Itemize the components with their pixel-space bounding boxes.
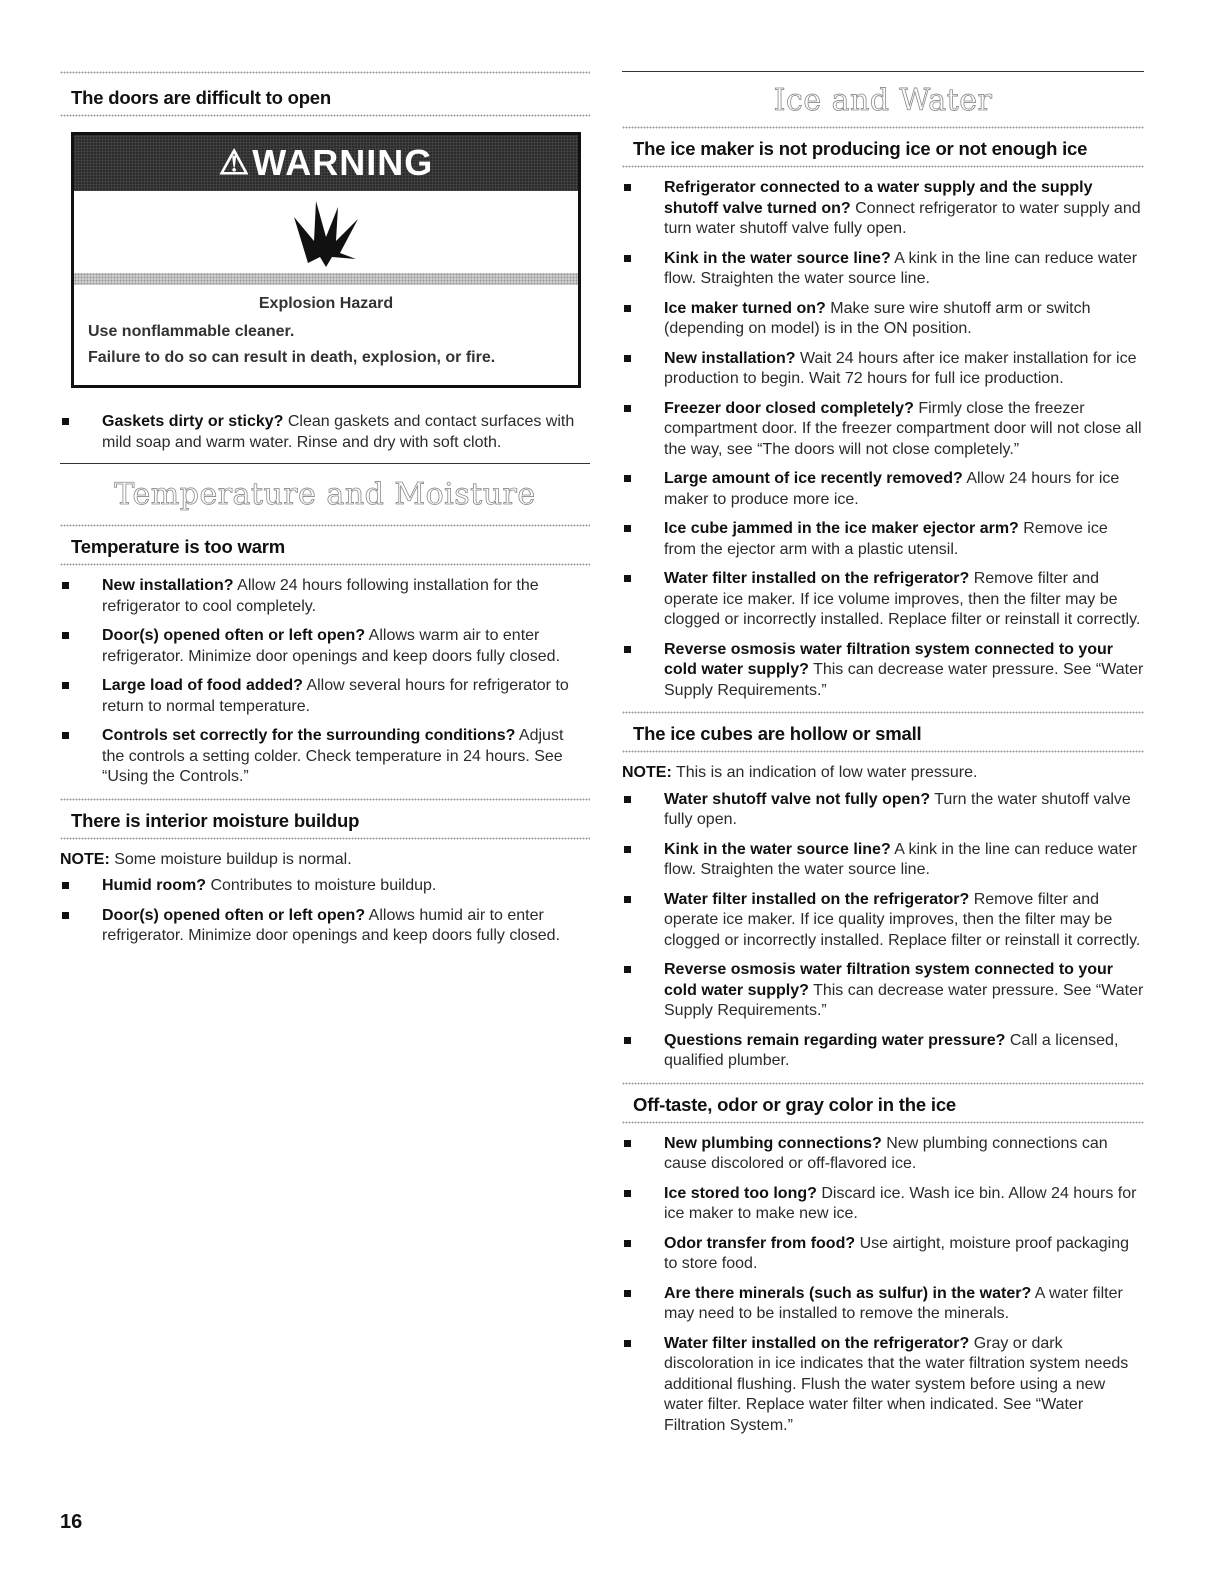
item-question: Controls set correctly for the surrounding conditions? [102,727,516,744]
warning-header [74,135,578,191]
list-item [60,906,590,947]
list-item [622,840,1144,881]
list-item [622,960,1144,1022]
list-item [622,890,1144,952]
item-question: Humid room? [102,877,206,894]
item-question: Ice maker turned on? [664,299,826,317]
list-item [622,399,1144,461]
item-answer: A kink in the line can reduce water flow. Straighten the water source line. [664,249,1138,287]
section-title: Ice and Water [773,83,993,118]
list-item [622,1031,1144,1072]
not-producing-heading: The ice maker is not producing ice or not enough ice [633,138,1088,159]
item-answer: Call a licensed, qualified plumber. [664,1031,1119,1069]
list-item [60,626,590,667]
moisture-list [60,876,590,947]
item-answer: Wait 24 hours after ice maker installation for ice production to begin. Wait 72 hours for full ice production. [664,349,1137,387]
item-question: Freezer door closed completely? [664,399,914,417]
warning-triangle-icon: ⚠ [218,144,251,182]
divider [622,165,1144,168]
explosion-icon [286,197,366,267]
list-item [622,349,1144,390]
item-answer: A water filter may need to be installed to remove the minerals. [664,1284,1123,1322]
warning-hazard: Explosion Hazard [258,295,394,312]
item-answer: This can decrease water pressure. See “Water Supply Requirements.” [664,981,1144,1019]
item-answer: New plumbing connections can cause discolored or off-flavored ice. [664,1134,1108,1172]
divider [60,563,590,566]
note [60,850,590,871]
divider [60,837,590,840]
divider [622,750,1144,753]
list-item [622,299,1144,340]
list-item [60,726,590,788]
warning-line: Use nonflammable cleaner. [88,323,295,340]
hollow-list [622,790,1144,1072]
item-question: Kink in the water source line? [664,249,891,267]
item-question: Water shutoff valve not fully open? [664,790,931,808]
not-producing-list [622,178,1144,701]
item-question: Reverse osmosis water filtration system connected to your cold water supply? [664,961,1114,999]
item-question: Ice stored too long? [664,1184,817,1202]
warm-heading: Temperature is too warm [71,536,286,557]
list-item [622,469,1144,510]
item-question: Questions remain regarding water pressure? [664,1031,1006,1049]
list-item [60,876,590,897]
section-rule [622,71,1144,72]
item-question: Kink in the water source line? [664,840,891,858]
list-item [622,640,1144,702]
note-label: NOTE: [60,850,110,868]
item-answer: Firmly close the freezer compartment door. If the freezer compartment door will not close all the way, see “The doors will not close completely.” [664,399,1142,458]
list-item [622,1234,1144,1275]
hollow-heading: The ice cubes are hollow or small [633,723,922,744]
list-item [622,1334,1144,1437]
item-question: New plumbing connections? [664,1134,882,1152]
item-question: Water filter installed on the refrigerator? [664,570,970,587]
list-item [622,1284,1144,1325]
divider [622,1121,1144,1124]
item-answer: This can decrease water pressure. See “Water Supply Requirements.” [664,661,1144,699]
item-question: Large load of food added? [102,677,303,694]
list-item [622,519,1144,560]
item-answer: Allow 24 hours for ice maker to produce more ice. [664,470,1120,508]
item-answer: Use airtight, moisture proof packaging to store food. [664,1234,1130,1272]
item-answer: Allow several hours for refrigerator to return to normal temperature. [102,677,569,715]
offtaste-heading: Off-taste, odor or gray color in the ice [633,1093,956,1115]
note-text: This is an indication of low water pressure. [675,764,978,781]
section-rule [60,463,590,464]
doors-list [60,412,590,453]
item-question: Are there minerals (such as sulfur) in the water? [664,1284,1032,1302]
right-column [622,0,1144,1445]
list-item [622,178,1144,240]
item-answer: Allows humid air to enter refrigerator. Minimize door openings and keep doors fully closed. [102,906,561,944]
warm-list [60,576,590,788]
warning-line: Failure to do so can result in death, explosion, or fire. [88,349,496,366]
note-text: Some moisture buildup is normal. [114,850,352,868]
item-answer: Allows warm air to enter refrigerator. Minimize door openings and keep doors fully closed. [102,627,561,665]
list-item [622,1184,1144,1225]
item-answer: Allow 24 hours following installation for the refrigerator to cool completely. [102,577,539,615]
list-item [622,790,1144,831]
list-item [60,676,590,717]
item-question: Ice cube jammed in the ice maker ejector arm? [664,520,1019,537]
warning-body [74,285,578,385]
warning-band [74,273,578,285]
item-answer: Make sure wire shutoff arm or switch (depending on model) is in the ON position. [664,299,1091,337]
section-title: Temperature and Moisture [114,477,536,512]
item-question: New installation? [664,349,796,367]
item-answer: Discard ice. Wash ice bin. Allow 24 hours for ice maker to make new ice. [664,1184,1137,1222]
note [622,763,1144,784]
item-answer: Remove filter and operate ice maker. If ice volume improves, then the filter may be clogged or incorrectly installed. Replace filter or reinstall it correctly. [664,570,1141,628]
item-question: Water filter installed on the refrigerator? [664,1334,970,1352]
item-question: Door(s) opened often or left open? [102,906,366,924]
doors-heading: The doors are difficult to open [71,87,331,108]
item-question: Gaskets dirty or sticky? [102,413,284,430]
note-label: NOTE: [622,764,672,781]
item-question: Refrigerator connected to a water supply and the supply shutoff valve turned on? [664,179,1093,217]
item-question: Door(s) opened often or left open? [102,627,366,644]
item-answer: A kink in the line can reduce water flow. Straighten the water source line. [664,840,1138,878]
item-answer: Remove ice from the ejector arm with a plastic utensil. [664,520,1108,558]
list-item [60,576,590,617]
list-item [622,1134,1144,1175]
list-item [622,569,1144,631]
item-answer: Remove filter and operate ice maker. If ice quality improves, then the filter may be clogged or incorrectly installed. Replace filter or reinstall it correctly. [664,890,1141,949]
item-answer: Turn the water shutoff valve fully open. [664,790,1131,828]
item-question: New installation? [102,577,234,594]
item-question: Large amount of ice recently removed? [664,470,963,487]
item-question: Water filter installed on the refrigerator? [664,890,970,908]
list-item [622,249,1144,290]
warning-title: WARNING [252,142,434,183]
left-column [60,0,590,956]
item-answer: Contributes to moisture buildup. [210,877,437,894]
item-question: Odor transfer from food? [664,1234,856,1252]
item-question: Reverse osmosis water filtration system connected to your cold water supply? [664,640,1114,678]
item-answer: Clean gaskets and contact surfaces with mild soap and warm water. Rinse and dry with soft cloth. [102,413,575,451]
item-answer: Adjust the controls a setting colder. Check temperature in 24 hours. See “Using the Controls.” [102,727,564,785]
page-number: 16 [60,1511,83,1533]
divider [60,114,590,117]
offtaste-list [622,1134,1144,1437]
moisture-heading: There is interior moisture buildup [71,809,360,831]
warning-box [71,132,581,388]
list-item [60,412,590,453]
item-answer: Gray or dark discoloration in ice indicates that the water filtration system needs additional flushing. Flush the water system before using a new water filter. Replace water filter when indicated. See “Water Filtration System.” [664,1334,1129,1434]
item-answer: Connect refrigerator to water supply and turn water shutoff valve fully open. [664,199,1141,237]
